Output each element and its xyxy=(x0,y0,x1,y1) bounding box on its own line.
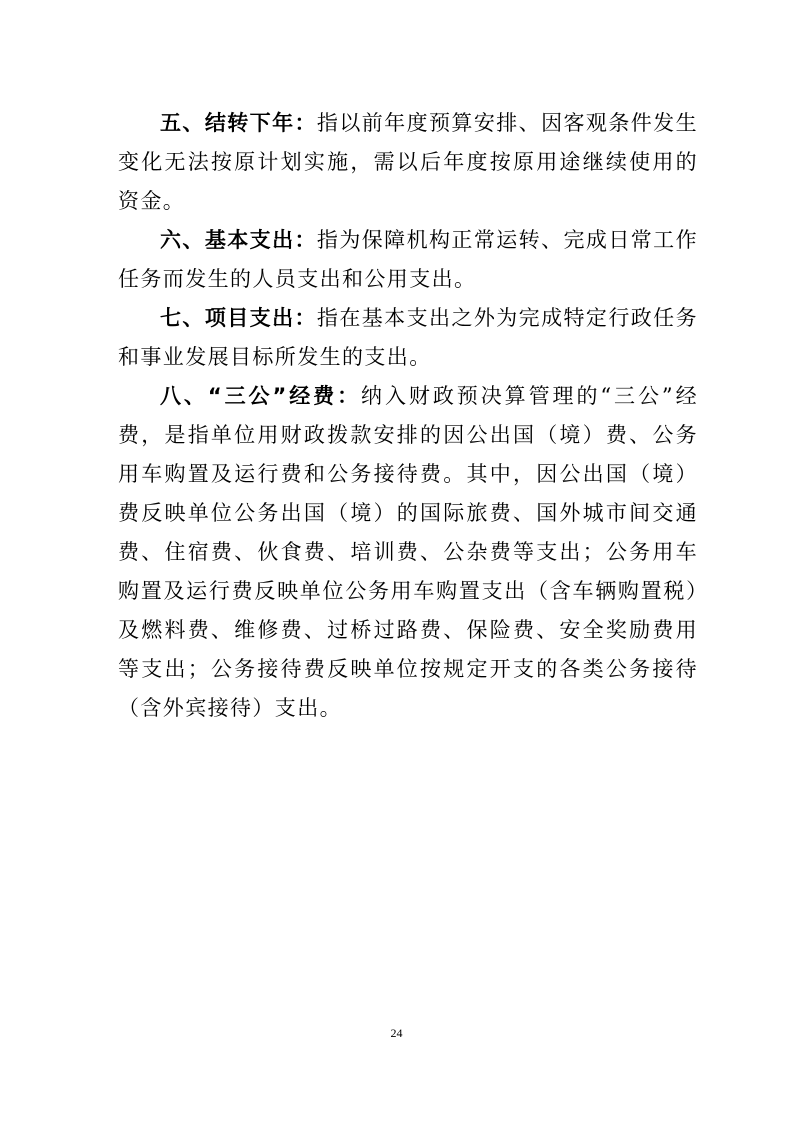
paragraph-text: 指为保障机构正常运转、完成日常工作任务而发生的人员支出和公用支出。 xyxy=(118,228,698,291)
paragraph-project-expenditure xyxy=(118,299,698,377)
paragraph-text: 指在基本支出之外为完成特定行政任务和事业发展目标所发生的支出。 xyxy=(118,306,698,369)
paragraph-heading: 八、“三公”经费： xyxy=(160,384,362,408)
paragraph-basic-expenditure xyxy=(118,221,698,299)
paragraph-heading: 六、基本支出： xyxy=(160,228,317,252)
document-body xyxy=(118,104,698,728)
paragraph-text: 指以前年度预算安排、因客观条件发生变化无法按原计划实施，需以后年度按原用途继续使用的资金。 xyxy=(118,111,698,213)
paragraph-carryover xyxy=(118,104,698,221)
paragraph-heading: 七、项目支出： xyxy=(160,306,317,330)
paragraph-heading: 五、结转下年： xyxy=(160,111,317,135)
paragraph-three-public-funds xyxy=(118,377,698,728)
paragraph-text: 纳入财政预决算管理的“三公”经费，是指单位用财政拨款安排的因公出国（境）费、公务用车购置及运行费和公务接待费。其中，因公出国（境）费反映单位公务出国（境）的国际旅费、国外城市间交通费、住宿费、伙食费、培训费、公杂费等支出；公务用车购置及运行费反映单位公务用车购置支出（含车辆购置税）及燃料费、维修费、过桥过路费、保险费、安全奖励费用等支出；公务接待费反映单位按规定开支的各类公务接待（含外宾接待）支出。 xyxy=(118,384,698,720)
page-number: 24 xyxy=(390,1026,403,1040)
